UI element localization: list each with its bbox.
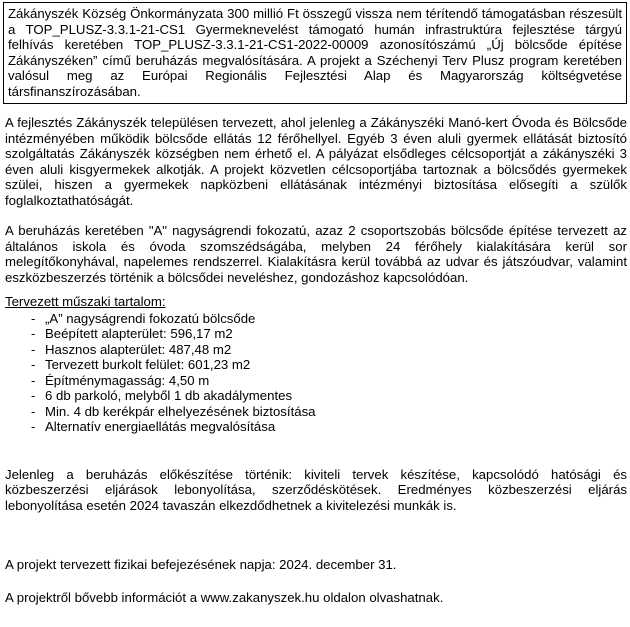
more-info-line: A projektről bővebb információt a www.zakanyszek.hu oldalon olvashatnak.: [5, 589, 444, 605]
list-item-text: Hasznos alapterület: 487,48 m2: [45, 341, 232, 357]
paragraph-status: Jelenleg a beruházás előkészítése történik: kiviteli tervek készítése, kapcsolódó hatósági és közbeszerzési eljárások lebonyolítása, szerződéskötések. Eredményes közbeszerzési eljárás lebonyolítása esetén 2024 tavaszán elkezdődhetnek a kivitelezési munkák is.: [5, 466, 627, 513]
list-item: [31, 326, 627, 342]
completion-date-line: A projekt tervezett fizikai befejezésének napja: 2024. december 31.: [5, 557, 397, 572]
list-item: [31, 311, 627, 327]
list-item: [31, 357, 627, 373]
bullet-marker: -: [31, 419, 36, 434]
paragraph-development: A fejlesztés Zákányszék településen tervezett, ahol jelenleg a Zákányszéki Manó-kert Óvoda és Bölcsőde intézményében működik bölcsőde ellátás 12 férőhellyel. Egyéb 3 éven aluli gyermek ellátását biztosító szolgáltatás Zákányszék községben nem érhető el. A pályázat elsődleges célcsoportját a zákányszéki 3 éven aluli kisgyermekek alkotják. A projekt közvetlen célcsoportjába tartoznak a bölcsődés gyermekek szülei, hiszen a gyermekek napközbeni ellátásának intézményi biztosítása elősegíti a szülők foglalkoztathatóságát.: [5, 115, 627, 208]
list-item: [31, 342, 627, 358]
list-item-text: „A” nagyságrendi fokozatú bölcsőde: [45, 310, 256, 326]
bullet-marker: -: [31, 310, 36, 326]
bullet-marker: -: [31, 341, 36, 357]
list-item-text: Építménymagasság: 4,50 m: [45, 372, 210, 388]
summary-box: [3, 2, 627, 104]
bullet-marker: -: [31, 326, 36, 341]
paragraph-investment: A beruházás keretében "A" nagyságrendi fokozatú, azaz 2 csoportszobás bölcsőde építése tervezett az általános iskola és óvoda szomszédságába, melyben 24 férőhely kialakítására kerül sor melegítőkonyhával, napelemes rendszerrel. Kialakításra kerül továbbá az udvar és játszóudvar, valamint eszközbeszerzés történik a bölcsődei neveléshez, gondozáshoz kapcsolódóan.: [5, 223, 627, 285]
list-item: [31, 373, 627, 389]
list-item: [31, 388, 627, 404]
bullet-marker: -: [31, 372, 36, 388]
list-item-text: Beépített alapterület: 596,17 m2: [45, 326, 233, 341]
list-item: [31, 419, 627, 435]
list-item-text: Alternatív energiaellátás megvalósítása: [45, 419, 276, 434]
list-item: [31, 404, 627, 420]
list-item-text: 6 db parkoló, melyből 1 db akadálymentes: [45, 388, 293, 403]
bullet-marker: -: [31, 357, 36, 372]
technical-content-heading: Tervezett műszaki tartalom:: [5, 294, 166, 309]
bullet-marker: -: [31, 403, 36, 419]
bullet-marker: -: [31, 388, 36, 403]
list-item-text: Min. 4 db kerékpár elhelyezésének biztosítása: [45, 403, 316, 419]
technical-items-list: [3, 311, 627, 435]
boxed-paragraph: Zákányszék Község Önkormányzata 300 millió Ft összegű vissza nem térítendő támogatásban részesült a TOP_PLUSZ-3.3.1-21-CS1 Gyermeknevelést támogató humán infrastruktúra fejlesztése tárgyú felhívás keretében TOP_PLUSZ-3.3.1-21-CS1-2022-00009 azonosítószámú „Új bölcsőde építése Zákányszéken” című beruházás megvalósítására. A projekt a Széchenyi Terv Plusz program keretében valósul meg az Európai Regionális Fejlesztési Alap és Magyarország költségvetése társfinanszírozásában.: [8, 6, 622, 99]
list-item-text: Tervezett burkolt felület: 601,23 m2: [45, 357, 251, 372]
